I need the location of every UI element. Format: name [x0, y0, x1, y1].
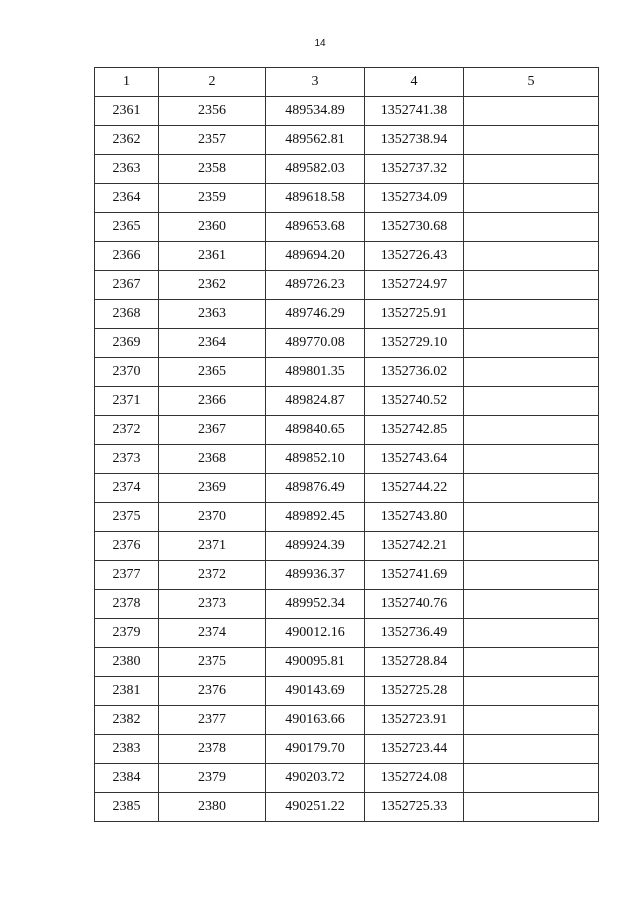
table-row: [95, 387, 599, 416]
table-cell: [464, 416, 599, 445]
table-cell: 489694.20: [266, 242, 365, 271]
table-cell: 2364: [95, 184, 159, 213]
table-cell: 489801.35: [266, 358, 365, 387]
table-cell: 1352724.08: [365, 764, 464, 793]
table-row: [95, 329, 599, 358]
table-row: [95, 706, 599, 735]
table-cell: 1352730.68: [365, 213, 464, 242]
table-cell: 2374: [159, 619, 266, 648]
table-cell: 2375: [159, 648, 266, 677]
table-cell: 489534.89: [266, 97, 365, 126]
table-cell: 2364: [159, 329, 266, 358]
table-cell: 1352736.49: [365, 619, 464, 648]
table-cell: 2363: [159, 300, 266, 329]
table-cell: 2371: [159, 532, 266, 561]
table-row: [95, 445, 599, 474]
table-cell: 2378: [159, 735, 266, 764]
table-cell: 2366: [159, 387, 266, 416]
table-cell: 1352741.69: [365, 561, 464, 590]
table-cell: 490179.70: [266, 735, 365, 764]
table-cell: 2365: [95, 213, 159, 242]
column-header: 5: [464, 68, 599, 97]
table-cell: 1352742.85: [365, 416, 464, 445]
table-cell: 489824.87: [266, 387, 365, 416]
table-cell: [464, 503, 599, 532]
table-cell: 2385: [95, 793, 159, 822]
table-cell: 2365: [159, 358, 266, 387]
column-header: 3: [266, 68, 365, 97]
table-cell: [464, 155, 599, 184]
table-row: [95, 184, 599, 213]
table-cell: 2359: [159, 184, 266, 213]
table-cell: [464, 561, 599, 590]
table-cell: [464, 706, 599, 735]
table-cell: 2357: [159, 126, 266, 155]
table-cell: 1352734.09: [365, 184, 464, 213]
table-cell: [464, 677, 599, 706]
page-number: 14: [314, 38, 326, 49]
table-row: [95, 619, 599, 648]
table-row: [95, 155, 599, 184]
table-cell: 489876.49: [266, 474, 365, 503]
table-cell: 490143.69: [266, 677, 365, 706]
table-cell: [464, 474, 599, 503]
table-cell: 2368: [159, 445, 266, 474]
table-cell: 1352728.84: [365, 648, 464, 677]
table-row: [95, 503, 599, 532]
table-cell: 490012.16: [266, 619, 365, 648]
table-cell: 1352725.28: [365, 677, 464, 706]
table-cell: 2361: [95, 97, 159, 126]
table-cell: 1352738.94: [365, 126, 464, 155]
table-cell: 2370: [95, 358, 159, 387]
table-cell: [464, 329, 599, 358]
table-cell: 1352723.91: [365, 706, 464, 735]
table-cell: 1352740.52: [365, 387, 464, 416]
table-cell: [464, 648, 599, 677]
table-cell: [464, 184, 599, 213]
table-cell: 1352740.76: [365, 590, 464, 619]
column-header: 2: [159, 68, 266, 97]
table-cell: 2381: [95, 677, 159, 706]
table-row: [95, 764, 599, 793]
column-header: 1: [95, 68, 159, 97]
table-row: [95, 474, 599, 503]
table-cell: [464, 532, 599, 561]
table-cell: 2373: [159, 590, 266, 619]
table-cell: 2375: [95, 503, 159, 532]
table-cell: 2373: [95, 445, 159, 474]
table-cell: 2360: [159, 213, 266, 242]
table-cell: 2369: [95, 329, 159, 358]
table-cell: 2362: [159, 271, 266, 300]
table-cell: 2356: [159, 97, 266, 126]
table-cell: 489952.34: [266, 590, 365, 619]
table-cell: 490163.66: [266, 706, 365, 735]
table-row: [95, 242, 599, 271]
table-row: [95, 793, 599, 822]
table-row: [95, 416, 599, 445]
table-cell: 1352743.64: [365, 445, 464, 474]
table-cell: 490203.72: [266, 764, 365, 793]
table-row: [95, 358, 599, 387]
table-row: [95, 648, 599, 677]
table-row: [95, 126, 599, 155]
table-cell: 2376: [95, 532, 159, 561]
table-cell: 1352725.33: [365, 793, 464, 822]
table-cell: 1352724.97: [365, 271, 464, 300]
table-cell: 2371: [95, 387, 159, 416]
table-cell: [464, 387, 599, 416]
table-cell: 2384: [95, 764, 159, 793]
table-cell: 2377: [159, 706, 266, 735]
table-cell: 1352743.80: [365, 503, 464, 532]
table-cell: 1352744.22: [365, 474, 464, 503]
table-cell: [464, 764, 599, 793]
table-cell: 1352729.10: [365, 329, 464, 358]
table-row: [95, 213, 599, 242]
table-cell: 489892.45: [266, 503, 365, 532]
table-cell: 489924.39: [266, 532, 365, 561]
table-row: [95, 735, 599, 764]
table-cell: 489852.10: [266, 445, 365, 474]
table-cell: 490095.81: [266, 648, 365, 677]
table-cell: 489726.23: [266, 271, 365, 300]
table-cell: 2377: [95, 561, 159, 590]
table-cell: 489770.08: [266, 329, 365, 358]
table-cell: [464, 242, 599, 271]
table-cell: [464, 358, 599, 387]
table-cell: [464, 590, 599, 619]
table-cell: 2358: [159, 155, 266, 184]
column-header: 4: [365, 68, 464, 97]
table-cell: 2370: [159, 503, 266, 532]
table-cell: 2380: [95, 648, 159, 677]
table-cell: 489840.65: [266, 416, 365, 445]
table-cell: 490251.22: [266, 793, 365, 822]
table-cell: 489562.81: [266, 126, 365, 155]
table-cell: [464, 300, 599, 329]
table-cell: 2372: [95, 416, 159, 445]
table-cell: 2361: [159, 242, 266, 271]
table-cell: 2362: [95, 126, 159, 155]
table-cell: 2376: [159, 677, 266, 706]
table-cell: [464, 271, 599, 300]
table-row: [95, 97, 599, 126]
table-cell: [464, 445, 599, 474]
table-cell: [464, 126, 599, 155]
table-cell: 1352723.44: [365, 735, 464, 764]
table-cell: [464, 735, 599, 764]
table-row: [95, 590, 599, 619]
table-cell: 2378: [95, 590, 159, 619]
table-cell: [464, 619, 599, 648]
table-cell: 2363: [95, 155, 159, 184]
table-row: [95, 532, 599, 561]
table-cell: 1352742.21: [365, 532, 464, 561]
table-cell: 1352737.32: [365, 155, 464, 184]
table-cell: 2369: [159, 474, 266, 503]
table-row: [95, 561, 599, 590]
table-header-row: [95, 68, 599, 97]
table-cell: 2372: [159, 561, 266, 590]
table-row: [95, 677, 599, 706]
table-cell: 2379: [95, 619, 159, 648]
table-cell: 489582.03: [266, 155, 365, 184]
table-cell: 1352736.02: [365, 358, 464, 387]
table-cell: 2367: [95, 271, 159, 300]
table-row: [95, 271, 599, 300]
table-cell: 1352726.43: [365, 242, 464, 271]
table-cell: 2368: [95, 300, 159, 329]
table-cell: 2382: [95, 706, 159, 735]
table-cell: 1352741.38: [365, 97, 464, 126]
table-cell: 489618.58: [266, 184, 365, 213]
table-row: [95, 300, 599, 329]
table-body: [95, 97, 599, 822]
table-cell: 489653.68: [266, 213, 365, 242]
table-cell: 2366: [95, 242, 159, 271]
table-cell: 2379: [159, 764, 266, 793]
table-cell: 2383: [95, 735, 159, 764]
table-cell: 1352725.91: [365, 300, 464, 329]
table-cell: 2380: [159, 793, 266, 822]
table-cell: [464, 97, 599, 126]
table-cell: 489746.29: [266, 300, 365, 329]
coordinates-table: [94, 67, 599, 822]
table-cell: 2367: [159, 416, 266, 445]
table-cell: 2374: [95, 474, 159, 503]
table-cell: [464, 213, 599, 242]
table-cell: 489936.37: [266, 561, 365, 590]
table-cell: [464, 793, 599, 822]
